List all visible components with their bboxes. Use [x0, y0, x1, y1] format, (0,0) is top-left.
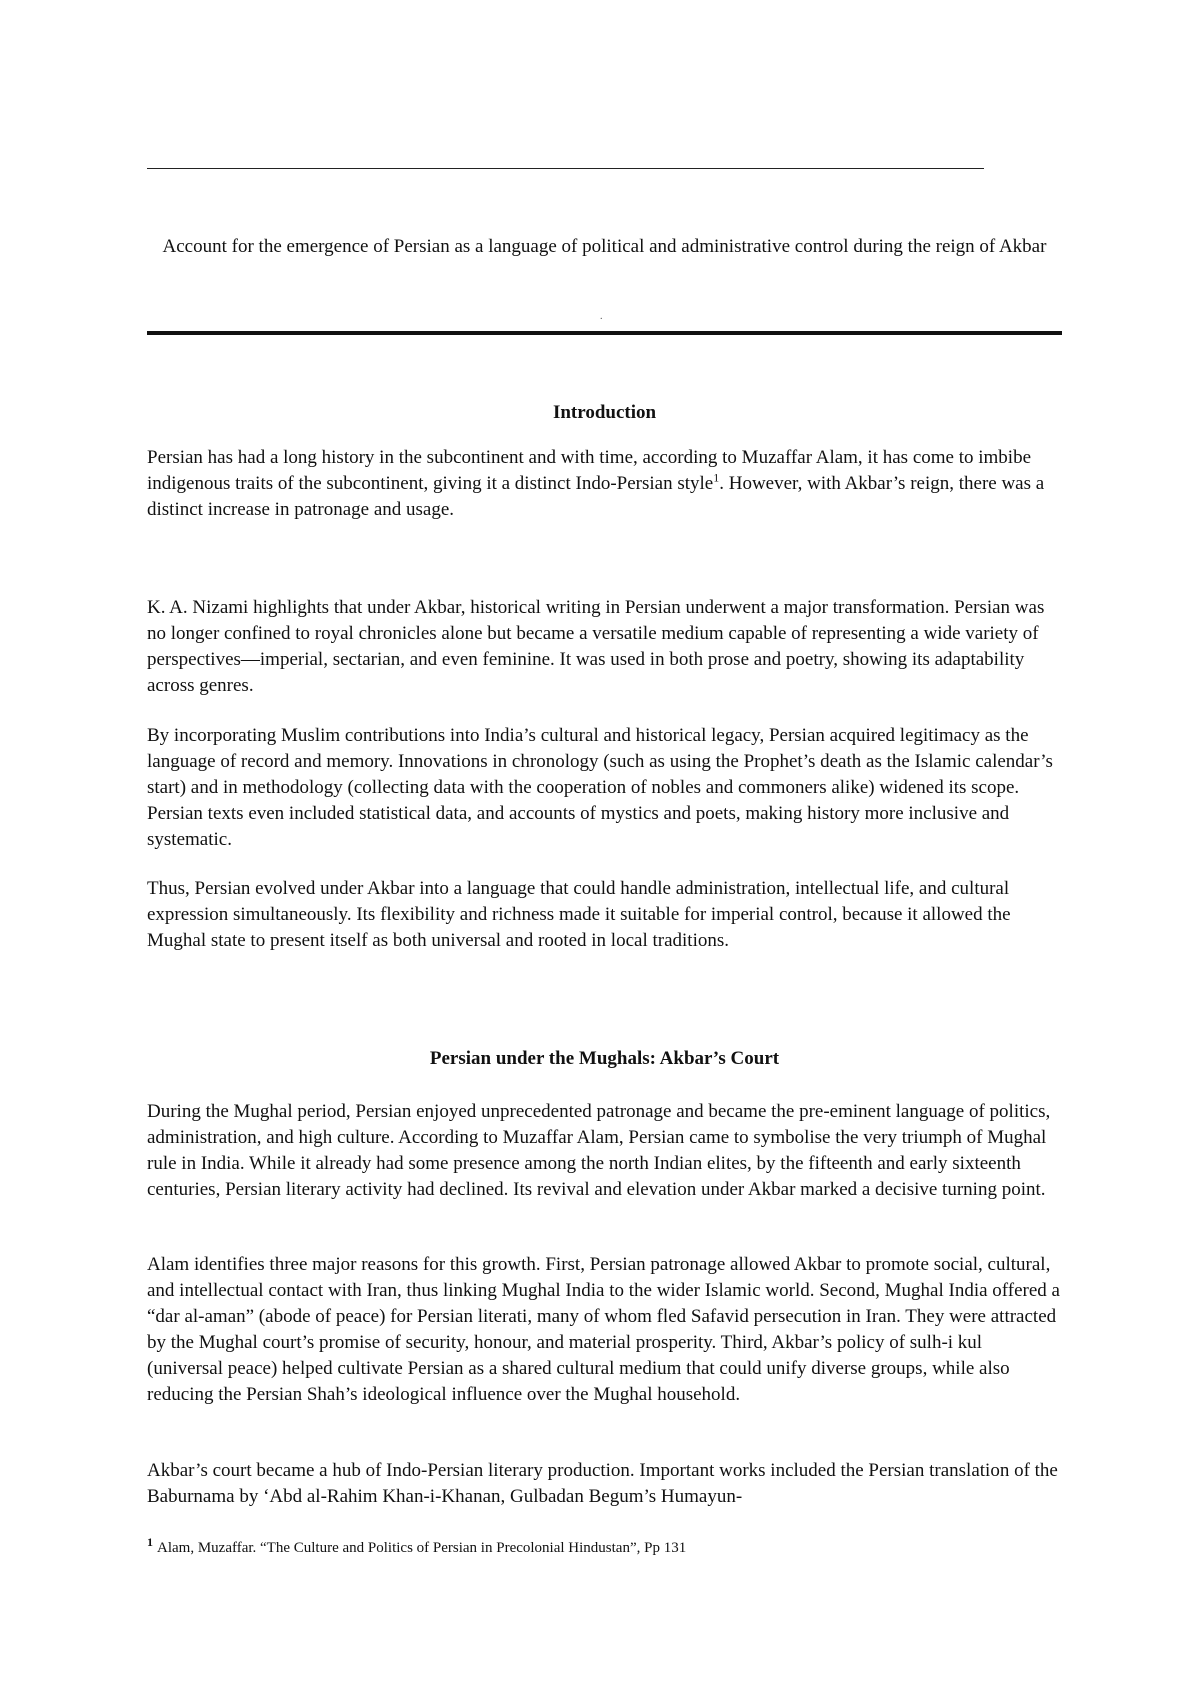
intro-paragraph-1-text-a: Persian has had a long history in the subcontinent and with time, according to Muzaffar Alam, it has come to imbibe indigenous traits of the subcontinent, giving it a distinct Indo-Persian style: [147, 447, 1032, 494]
intro-paragraph-1: [147, 445, 1062, 523]
intro-paragraph-4: Thus, Persian evolved under Akbar into a language that could handle administration, intellectual life, and cultural expression simultaneously. Its flexibility and richness made it suitable for imperial control, because it allowed the Mughal state to present itself as both universal and rooted in local traditions.: [147, 878, 1011, 951]
footnote-number: 1: [147, 1535, 153, 1549]
intro-paragraph-1-text-b: . However, with Akbar’s reign, there was a distinct increase in patronage and usage.: [147, 473, 1045, 520]
footnote-text: Alam, Muzaffar. “The Culture and Politics of Persian in Precolonial Hindustan”, Pp 131: [157, 1540, 687, 1556]
title-underline-rule: [147, 331, 1062, 335]
top-rule: [147, 168, 984, 169]
court-paragraph-1: During the Mughal period, Persian enjoyed unprecedented patronage and became the pre-eminent language of politics, administration, and high culture. According to Muzaffar Alam, Persian came to symbolise the very triumph of Mughal rule in India. While it already had some presence among the north Indian elites, by the fifteenth and early sixteenth centuries, Persian literary activity had declined. Its revival and elevation under Akbar marked a decisive turning point.: [147, 1101, 1051, 1200]
court-paragraph-2: Alam identifies three major reasons for this growth. First, Persian patronage allowed Akbar to promote social, cultural, and intellectual contact with Iran, thus linking Mughal India to the wider Islamic world. Second, Mughal India offered a “dar al-aman” (abode of peace) for Persian literati, many of whom fled Safavid persecution in Iran. They were attracted by the Mughal court’s promise of security, honour, and material prosperity. Third, Akbar’s policy of sulh-i kul (universal peace) helped cultivate Persian as a shared cultural medium that could unify diverse groups, while also reducing the Persian Shah’s ideological influence over the Mughal household.: [147, 1254, 1060, 1405]
footnote-ref-1: 1: [713, 470, 720, 485]
document-title: Account for the emergence of Persian as a language of political and administrative control during the reign of Akbar: [162, 236, 1047, 257]
heading-akbar-court: Persian under the Mughals: Akbar’s Court: [429, 1048, 780, 1069]
heading-introduction: Introduction: [552, 402, 657, 423]
footnote: [147, 1535, 1062, 1558]
title-dot: .: [600, 311, 603, 322]
court-paragraph-3: Akbar’s court became a hub of Indo-Persian literary production. Important works included the Persian translation of the Baburnama by ‘Abd al-Rahim Khan-i-Khanan, Gulbadan Begum’s Humayun-: [147, 1460, 1058, 1507]
intro-paragraph-2: K. A. Nizami highlights that under Akbar, historical writing in Persian underwent a major transformation. Persian was no longer confined to royal chronicles alone but became a versatile medium capable of representing a wide variety of perspectives—imperial, sectarian, and even feminine. It was used in both prose and poetry, showing its adaptability across genres.: [147, 597, 1045, 696]
intro-paragraph-3: By incorporating Muslim contributions into India’s cultural and historical legacy, Persian acquired legitimacy as the language of record and memory. Innovations in chronology (such as using the Prophet’s death as the Islamic calendar’s start) and in methodology (collecting data with the cooperation of nobles and commoners alike) widened its scope. Persian texts even included statistical data, and accounts of mystics and poets, making history more inclusive and systematic.: [147, 725, 1053, 850]
